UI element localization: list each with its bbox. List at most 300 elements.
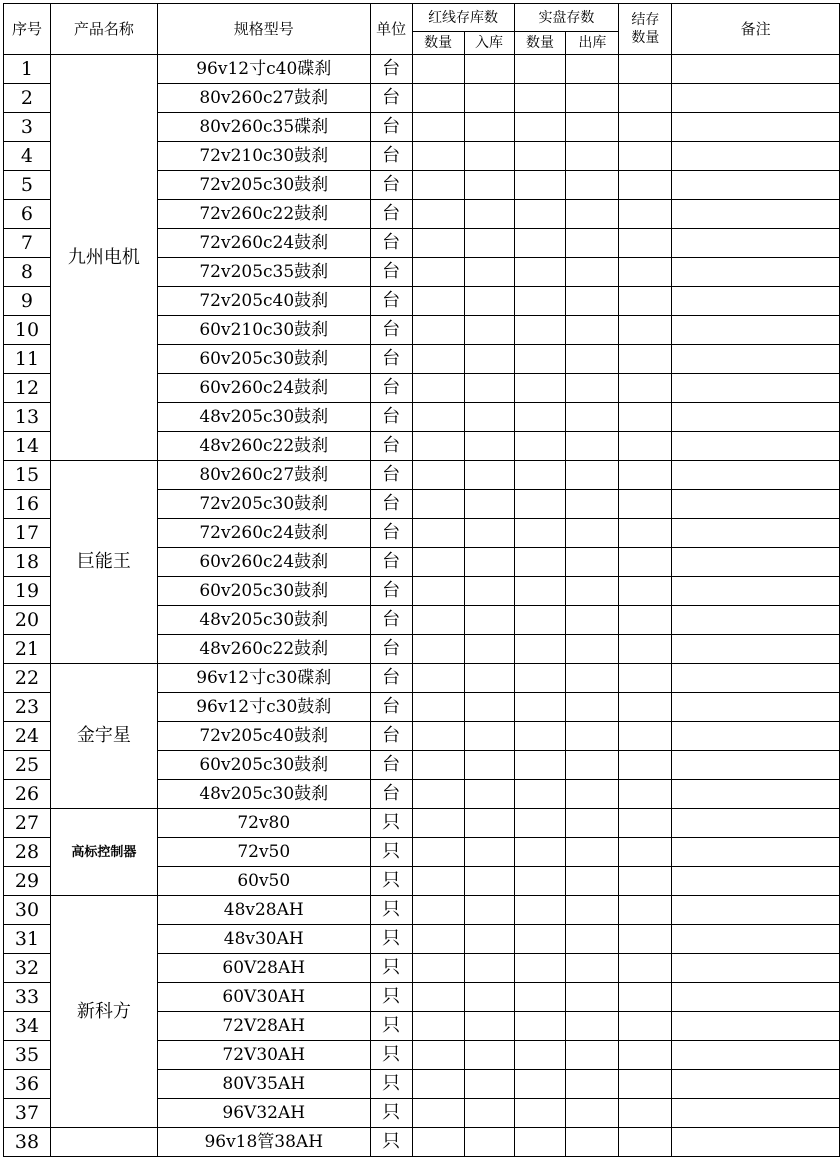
closing-stock-cell — [619, 432, 672, 461]
in-stock-cell — [464, 345, 514, 374]
actual-qty-cell — [514, 548, 566, 577]
actual-qty-cell — [514, 258, 566, 287]
actual-qty-cell — [514, 838, 566, 867]
actual-qty-cell — [514, 1128, 566, 1157]
in-stock-cell — [464, 809, 514, 838]
red-qty-cell — [412, 1128, 464, 1157]
remarks-cell — [672, 84, 840, 113]
table-row — [4, 1128, 840, 1157]
in-stock-cell — [464, 867, 514, 896]
actual-qty-cell — [514, 635, 566, 664]
spec-model-cell: 96v18管38AH — [157, 1128, 370, 1157]
row-index: 29 — [4, 867, 51, 896]
red-qty-cell — [412, 113, 464, 142]
closing-stock-cell — [619, 722, 672, 751]
remarks-cell — [672, 606, 840, 635]
actual-qty-cell — [514, 983, 566, 1012]
in-stock-cell — [464, 490, 514, 519]
unit-cell: 只 — [370, 1041, 412, 1070]
row-index: 35 — [4, 1041, 51, 1070]
actual-qty-cell — [514, 490, 566, 519]
closing-stock-cell — [619, 1041, 672, 1070]
in-stock-cell — [464, 258, 514, 287]
remarks-cell — [672, 171, 840, 200]
red-qty-cell — [412, 258, 464, 287]
in-stock-cell — [464, 838, 514, 867]
row-index: 37 — [4, 1099, 51, 1128]
row-index: 13 — [4, 403, 51, 432]
row-index: 31 — [4, 925, 51, 954]
closing-stock-cell — [619, 113, 672, 142]
in-stock-cell — [464, 142, 514, 171]
row-index: 12 — [4, 374, 51, 403]
header-red-line-stock: 红线存库数 — [412, 4, 514, 32]
actual-qty-cell — [514, 722, 566, 751]
out-stock-cell — [566, 1099, 619, 1128]
unit-cell: 台 — [370, 432, 412, 461]
red-qty-cell — [412, 200, 464, 229]
out-stock-cell — [566, 1041, 619, 1070]
unit-cell: 台 — [370, 316, 412, 345]
in-stock-cell — [464, 664, 514, 693]
red-qty-cell — [412, 229, 464, 258]
unit-cell: 只 — [370, 867, 412, 896]
spec-model-cell: 48v205c30鼓刹 — [157, 780, 370, 809]
row-index: 6 — [4, 200, 51, 229]
actual-qty-cell — [514, 1070, 566, 1099]
in-stock-cell — [464, 374, 514, 403]
actual-qty-cell — [514, 287, 566, 316]
out-stock-cell — [566, 142, 619, 171]
closing-stock-cell — [619, 867, 672, 896]
out-stock-cell — [566, 316, 619, 345]
spec-model-cell: 80v260c35碟刹 — [157, 113, 370, 142]
closing-stock-cell — [619, 287, 672, 316]
remarks-cell — [672, 1070, 840, 1099]
spec-model-cell: 72v205c30鼓刹 — [157, 490, 370, 519]
unit-cell: 台 — [370, 84, 412, 113]
red-qty-cell — [412, 635, 464, 664]
closing-stock-cell — [619, 345, 672, 374]
product-group-name: 新科方 — [50, 896, 157, 1128]
spec-model-cell: 96v12寸c30碟刹 — [157, 664, 370, 693]
remarks-cell — [672, 1099, 840, 1128]
out-stock-cell — [566, 1012, 619, 1041]
in-stock-cell — [464, 722, 514, 751]
remarks-cell — [672, 258, 840, 287]
closing-stock-cell — [619, 200, 672, 229]
red-qty-cell — [412, 1041, 464, 1070]
out-stock-cell — [566, 287, 619, 316]
header-actual-stock: 实盘存数 — [514, 4, 619, 32]
product-group-name — [50, 1128, 157, 1157]
spec-model-cell: 72v210c30鼓刹 — [157, 142, 370, 171]
spec-model-cell: 72v50 — [157, 838, 370, 867]
actual-qty-cell — [514, 316, 566, 345]
actual-qty-cell — [514, 780, 566, 809]
red-qty-cell — [412, 954, 464, 983]
spec-model-cell: 96V32AH — [157, 1099, 370, 1128]
in-stock-cell — [464, 461, 514, 490]
table-row — [4, 896, 840, 925]
product-group-name: 金宇星 — [50, 664, 157, 809]
out-stock-cell — [566, 200, 619, 229]
in-stock-cell — [464, 577, 514, 606]
in-stock-cell — [464, 548, 514, 577]
remarks-cell — [672, 693, 840, 722]
row-index: 22 — [4, 664, 51, 693]
spec-model-cell: 72v260c24鼓刹 — [157, 519, 370, 548]
red-qty-cell — [412, 780, 464, 809]
closing-stock-cell — [619, 316, 672, 345]
out-stock-cell — [566, 954, 619, 983]
spec-model-cell: 60v260c24鼓刹 — [157, 374, 370, 403]
unit-cell: 台 — [370, 55, 412, 84]
remarks-cell — [672, 461, 840, 490]
actual-qty-cell — [514, 1099, 566, 1128]
row-index: 8 — [4, 258, 51, 287]
unit-cell: 台 — [370, 287, 412, 316]
unit-cell: 只 — [370, 1128, 412, 1157]
row-index: 10 — [4, 316, 51, 345]
closing-stock-cell — [619, 693, 672, 722]
unit-cell: 台 — [370, 693, 412, 722]
unit-cell: 台 — [370, 780, 412, 809]
out-stock-cell — [566, 171, 619, 200]
closing-stock-cell — [619, 171, 672, 200]
unit-cell: 台 — [370, 635, 412, 664]
red-qty-cell — [412, 461, 464, 490]
closing-stock-cell — [619, 751, 672, 780]
red-qty-cell — [412, 84, 464, 113]
red-qty-cell — [412, 403, 464, 432]
header-closing-stock-label: 结存数量 — [631, 11, 660, 46]
remarks-cell — [672, 664, 840, 693]
row-index: 5 — [4, 171, 51, 200]
remarks-cell — [672, 635, 840, 664]
row-index: 9 — [4, 287, 51, 316]
closing-stock-cell — [619, 983, 672, 1012]
red-qty-cell — [412, 316, 464, 345]
actual-qty-cell — [514, 751, 566, 780]
spec-model-cell: 48v30AH — [157, 925, 370, 954]
remarks-cell — [672, 287, 840, 316]
in-stock-cell — [464, 519, 514, 548]
unit-cell: 台 — [370, 171, 412, 200]
remarks-cell — [672, 200, 840, 229]
actual-qty-cell — [514, 432, 566, 461]
remarks-cell — [672, 954, 840, 983]
row-index: 26 — [4, 780, 51, 809]
red-qty-cell — [412, 171, 464, 200]
subheader-in-stock: 入库 — [464, 32, 514, 55]
row-index: 32 — [4, 954, 51, 983]
spec-model-cell: 96v12寸c40碟刹 — [157, 55, 370, 84]
red-qty-cell — [412, 693, 464, 722]
red-qty-cell — [412, 809, 464, 838]
out-stock-cell — [566, 838, 619, 867]
in-stock-cell — [464, 171, 514, 200]
actual-qty-cell — [514, 403, 566, 432]
row-index: 14 — [4, 432, 51, 461]
remarks-cell — [672, 983, 840, 1012]
out-stock-cell — [566, 925, 619, 954]
unit-cell: 台 — [370, 258, 412, 287]
remarks-cell — [672, 316, 840, 345]
red-qty-cell — [412, 1099, 464, 1128]
row-index: 2 — [4, 84, 51, 113]
in-stock-cell — [464, 1041, 514, 1070]
product-group-name: 巨能王 — [50, 461, 157, 664]
red-qty-cell — [412, 751, 464, 780]
red-qty-cell — [412, 345, 464, 374]
table-row — [4, 664, 840, 693]
table-row — [4, 55, 840, 84]
spec-model-cell: 60v210c30鼓刹 — [157, 316, 370, 345]
remarks-cell — [672, 780, 840, 809]
remarks-cell — [672, 577, 840, 606]
actual-qty-cell — [514, 374, 566, 403]
in-stock-cell — [464, 751, 514, 780]
out-stock-cell — [566, 577, 619, 606]
remarks-cell — [672, 751, 840, 780]
unit-cell: 只 — [370, 954, 412, 983]
closing-stock-cell — [619, 229, 672, 258]
row-index: 34 — [4, 1012, 51, 1041]
row-index: 19 — [4, 577, 51, 606]
closing-stock-cell — [619, 403, 672, 432]
remarks-cell — [672, 1128, 840, 1157]
in-stock-cell — [464, 403, 514, 432]
row-index: 36 — [4, 1070, 51, 1099]
red-qty-cell — [412, 577, 464, 606]
spec-model-cell: 60V30AH — [157, 983, 370, 1012]
remarks-cell — [672, 142, 840, 171]
red-qty-cell — [412, 519, 464, 548]
row-index: 27 — [4, 809, 51, 838]
red-qty-cell — [412, 838, 464, 867]
unit-cell: 台 — [370, 374, 412, 403]
unit-cell: 台 — [370, 142, 412, 171]
out-stock-cell — [566, 548, 619, 577]
in-stock-cell — [464, 229, 514, 258]
row-index: 1 — [4, 55, 51, 84]
red-qty-cell — [412, 287, 464, 316]
remarks-cell — [672, 403, 840, 432]
closing-stock-cell — [619, 635, 672, 664]
actual-qty-cell — [514, 345, 566, 374]
closing-stock-cell — [619, 519, 672, 548]
spec-model-cell: 80v260c27鼓刹 — [157, 84, 370, 113]
remarks-cell — [672, 896, 840, 925]
unit-cell: 台 — [370, 461, 412, 490]
row-index: 4 — [4, 142, 51, 171]
spec-model-cell: 48v260c22鼓刹 — [157, 635, 370, 664]
closing-stock-cell — [619, 1128, 672, 1157]
unit-cell: 只 — [370, 809, 412, 838]
row-index: 15 — [4, 461, 51, 490]
spec-model-cell: 96v12寸c30鼓刹 — [157, 693, 370, 722]
closing-stock-cell — [619, 1099, 672, 1128]
spec-model-cell: 72v260c24鼓刹 — [157, 229, 370, 258]
out-stock-cell — [566, 432, 619, 461]
spec-model-cell: 72v205c40鼓刹 — [157, 722, 370, 751]
out-stock-cell — [566, 722, 619, 751]
remarks-cell — [672, 490, 840, 519]
actual-qty-cell — [514, 55, 566, 84]
closing-stock-cell — [619, 838, 672, 867]
unit-cell: 台 — [370, 577, 412, 606]
actual-qty-cell — [514, 1012, 566, 1041]
product-group-name: 高标控制器 — [50, 809, 157, 896]
closing-stock-cell — [619, 606, 672, 635]
out-stock-cell — [566, 229, 619, 258]
closing-stock-cell — [619, 461, 672, 490]
out-stock-cell — [566, 374, 619, 403]
spec-model-cell: 80V35AH — [157, 1070, 370, 1099]
out-stock-cell — [566, 113, 619, 142]
out-stock-cell — [566, 693, 619, 722]
unit-cell: 只 — [370, 1070, 412, 1099]
out-stock-cell — [566, 780, 619, 809]
table-body — [4, 55, 840, 1157]
actual-qty-cell — [514, 693, 566, 722]
out-stock-cell — [566, 84, 619, 113]
out-stock-cell — [566, 751, 619, 780]
in-stock-cell — [464, 954, 514, 983]
out-stock-cell — [566, 867, 619, 896]
header-remarks: 备注 — [672, 4, 840, 55]
unit-cell: 只 — [370, 1012, 412, 1041]
out-stock-cell — [566, 635, 619, 664]
header-product-name: 产品名称 — [50, 4, 157, 55]
actual-qty-cell — [514, 925, 566, 954]
unit-cell: 台 — [370, 548, 412, 577]
remarks-cell — [672, 867, 840, 896]
in-stock-cell — [464, 113, 514, 142]
row-index: 20 — [4, 606, 51, 635]
red-qty-cell — [412, 142, 464, 171]
red-qty-cell — [412, 722, 464, 751]
out-stock-cell — [566, 490, 619, 519]
table-row — [4, 461, 840, 490]
in-stock-cell — [464, 896, 514, 925]
out-stock-cell — [566, 983, 619, 1012]
subheader-red-qty: 数量 — [412, 32, 464, 55]
spec-model-cell: 72V28AH — [157, 1012, 370, 1041]
in-stock-cell — [464, 780, 514, 809]
out-stock-cell — [566, 1070, 619, 1099]
in-stock-cell — [464, 1099, 514, 1128]
remarks-cell — [672, 809, 840, 838]
closing-stock-cell — [619, 1070, 672, 1099]
out-stock-cell — [566, 55, 619, 84]
unit-cell: 台 — [370, 403, 412, 432]
remarks-cell — [672, 374, 840, 403]
closing-stock-cell — [619, 490, 672, 519]
spec-model-cell: 60v260c24鼓刹 — [157, 548, 370, 577]
closing-stock-cell — [619, 896, 672, 925]
unit-cell: 台 — [370, 113, 412, 142]
row-index: 17 — [4, 519, 51, 548]
closing-stock-cell — [619, 374, 672, 403]
red-qty-cell — [412, 896, 464, 925]
inventory-table — [3, 3, 840, 1157]
remarks-cell — [672, 548, 840, 577]
unit-cell: 台 — [370, 751, 412, 780]
subheader-actual-qty: 数量 — [514, 32, 566, 55]
red-qty-cell — [412, 548, 464, 577]
actual-qty-cell — [514, 200, 566, 229]
out-stock-cell — [566, 403, 619, 432]
row-index: 28 — [4, 838, 51, 867]
row-index: 38 — [4, 1128, 51, 1157]
red-qty-cell — [412, 55, 464, 84]
header-unit: 单位 — [370, 4, 412, 55]
in-stock-cell — [464, 635, 514, 664]
unit-cell: 台 — [370, 229, 412, 258]
closing-stock-cell — [619, 954, 672, 983]
actual-qty-cell — [514, 867, 566, 896]
spec-model-cell: 48v260c22鼓刹 — [157, 432, 370, 461]
actual-qty-cell — [514, 577, 566, 606]
unit-cell: 台 — [370, 519, 412, 548]
red-qty-cell — [412, 490, 464, 519]
out-stock-cell — [566, 1128, 619, 1157]
remarks-cell — [672, 1041, 840, 1070]
row-index: 11 — [4, 345, 51, 374]
in-stock-cell — [464, 606, 514, 635]
row-index: 16 — [4, 490, 51, 519]
row-index: 21 — [4, 635, 51, 664]
closing-stock-cell — [619, 925, 672, 954]
out-stock-cell — [566, 461, 619, 490]
red-qty-cell — [412, 925, 464, 954]
out-stock-cell — [566, 809, 619, 838]
spec-model-cell: 72v205c30鼓刹 — [157, 171, 370, 200]
spec-model-cell: 60V28AH — [157, 954, 370, 983]
spec-model-cell: 80v260c27鼓刹 — [157, 461, 370, 490]
product-group-name: 九州电机 — [50, 55, 157, 461]
spec-model-cell: 48v205c30鼓刹 — [157, 606, 370, 635]
unit-cell: 台 — [370, 722, 412, 751]
unit-cell: 台 — [370, 490, 412, 519]
actual-qty-cell — [514, 606, 566, 635]
row-index: 33 — [4, 983, 51, 1012]
red-qty-cell — [412, 1012, 464, 1041]
spec-model-cell: 60v50 — [157, 867, 370, 896]
unit-cell: 只 — [370, 896, 412, 925]
remarks-cell — [672, 519, 840, 548]
in-stock-cell — [464, 55, 514, 84]
remarks-cell — [672, 229, 840, 258]
red-qty-cell — [412, 983, 464, 1012]
out-stock-cell — [566, 258, 619, 287]
actual-qty-cell — [514, 519, 566, 548]
in-stock-cell — [464, 693, 514, 722]
out-stock-cell — [566, 519, 619, 548]
in-stock-cell — [464, 287, 514, 316]
out-stock-cell — [566, 606, 619, 635]
remarks-cell — [672, 113, 840, 142]
spec-model-cell: 72v205c40鼓刹 — [157, 287, 370, 316]
red-qty-cell — [412, 1070, 464, 1099]
closing-stock-cell — [619, 84, 672, 113]
closing-stock-cell — [619, 577, 672, 606]
closing-stock-cell — [619, 258, 672, 287]
remarks-cell — [672, 838, 840, 867]
out-stock-cell — [566, 345, 619, 374]
